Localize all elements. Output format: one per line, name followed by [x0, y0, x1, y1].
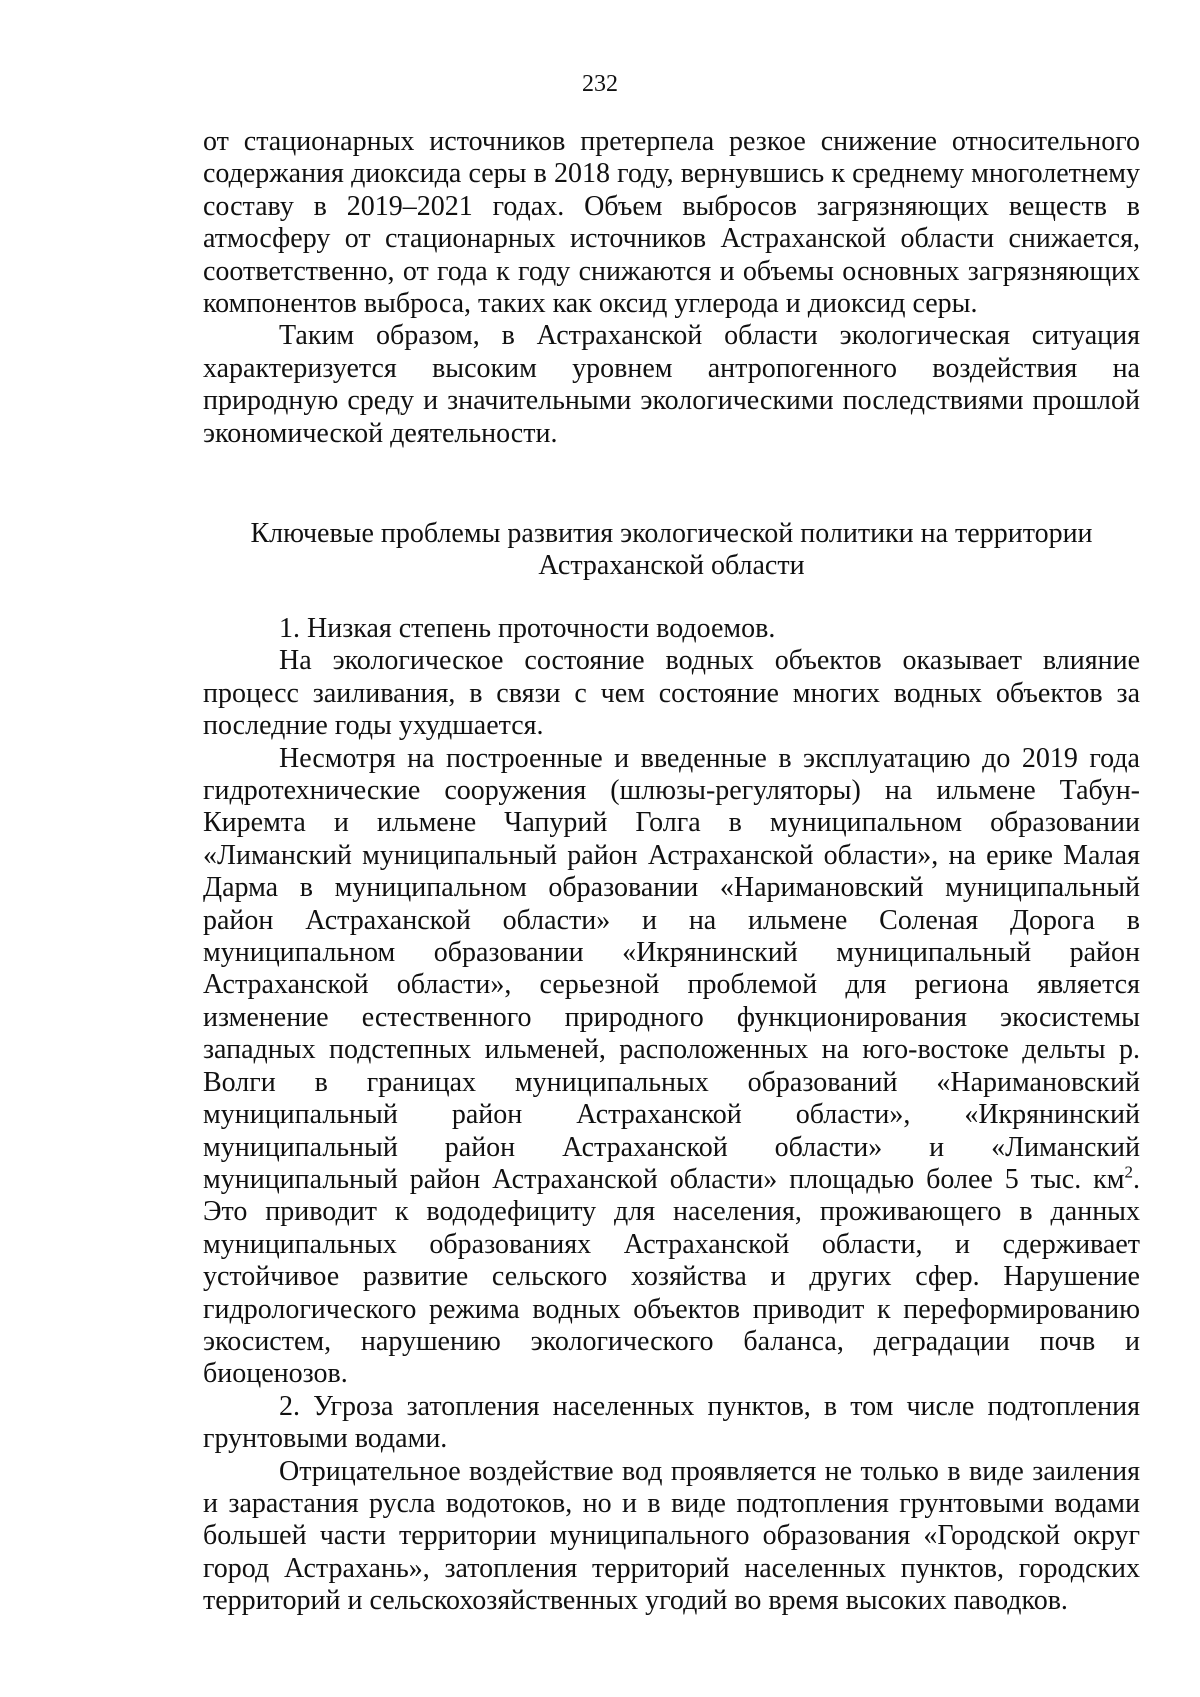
problem-2-title: 2. Угроза затопления населенных пунктов, в том числе подтопления грунтовыми водами.: [203, 1390, 1140, 1455]
problem-1-paragraph-siltation: На экологическое состояние водных объектов оказывает влияние процесс заиливания, в связи с чем состояние многих водных объектов за последние годы ухудшается.: [203, 645, 1140, 742]
problem-1-text-part-2: . Это приводит к вододефициту для населения, проживающего в данных муниципальных образованиях Астраханской области, и сдерживает устойчивое развитие сельского хозяйства и других сфер. Нарушение гидрологического режима водных объектов приводит к переформированию экосистем, нарушению экологического баланса, деградации почв и биоценозов.: [203, 1163, 1140, 1390]
problems-section: [203, 613, 1140, 1618]
problem-1-text-part-1: Несмотря на построенные и введенные в эксплуатацию до 2019 года гидротехнические сооружения (шлюзы-регуляторы) на ильмене Табун-Киремта и ильмене Чапурий Голга в муниципальном образовании «Лиманский муниципальный район Астраханской области», на ерике Малая Дарма в муниципальном образовании «Наримановский муниципальный район Астраханской области» и на ильмене Соленая Дорога в муниципальном образовании «Икрянинский муниципальный район Астраханской области», серьезной проблемой для региона является изменение естественного природного функционирования экосистемы западных подстепных ильменей, расположенных на юго-востоке дельты р. Волги в границах муниципальных образований «Наримановский муниципальный район Астраханской области», «Икрянинский муниципальный район Астраханской области» и «Лиманский муниципальный район Астраханской области» площадью более 5 тыс. км: [203, 742, 1140, 1195]
problem-1-paragraph-hydraulic-structures: [203, 743, 1140, 1391]
problem-2-paragraph-flooding: Отрицательное воздействие вод проявляется не только в виде заиления и зарастания русла водотоков, но и в виде подтопления грунтовыми водами большей части территории муниципального образования «Городской округ город Астрахань», затопления территорий населенных пунктов, городских территорий и сельскохозяйственных угодий во время высоких паводков.: [203, 1455, 1140, 1617]
intro-section: [203, 126, 1140, 450]
paragraph-conclusion: Таким образом, в Астраханской области экологическая ситуация характеризуется высоким уровнем антропогенного воздействия на природную среду и значительными экологическими последствиями прошлой экономической деятельности.: [203, 320, 1140, 449]
superscript-2: 2: [1124, 1162, 1133, 1182]
page-number: 232: [582, 71, 618, 97]
problem-1-title: 1. Низкая степень проточности водоемов.: [279, 613, 776, 644]
section-heading: Ключевые проблемы развития экологической политики на территории Астраханской области: [250, 518, 1093, 582]
paragraph-continuation: от стационарных источников претерпела резкое снижение относительного содержания диоксида серы в 2018 году, вернувшись к среднему многолетнему составу в 2019–2021 годах. Объем выбросов загрязняющих веществ в атмосферу от стационарных источников Астраханской области снижается, соответственно, от года к году снижаются и объемы основных загрязняющих компонентов выброса, таких как оксид углерода и диоксид серы.: [203, 126, 1140, 320]
